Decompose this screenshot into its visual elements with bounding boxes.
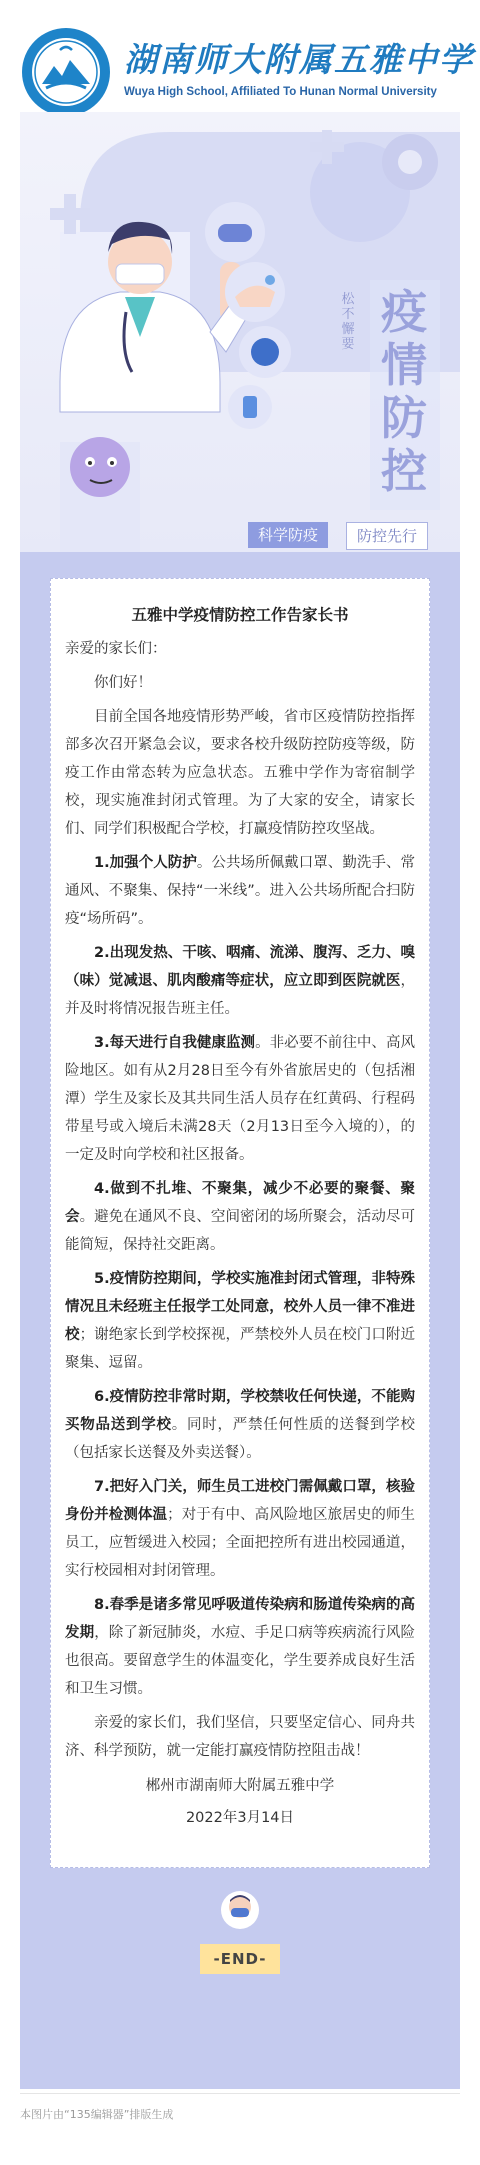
hand-washing-icon	[225, 262, 285, 322]
item-body: 。同时，严禁任何性质的送餐到学校（包括家长送餐及外卖送餐）。	[65, 1417, 415, 1461]
item-heading: 2.出现发热、干咳、咽痛、流涕、腹泻、乏力、嗅（味）觉减退、肌肉酸痛等症状，应立即到医院就医	[65, 945, 415, 989]
letter-signature: 郴州市湖南师大附属五雅中学	[145, 1778, 335, 1794]
item-heading: 3.每天进行自我健康监测	[94, 1035, 256, 1051]
item-heading: 7.把好入门关，师生员工进校门需佩戴口罩，核验身份并检测体温	[65, 1479, 415, 1523]
item-heading: 4.做到不扎堆、不聚集，减少不必要的聚餐、聚会	[65, 1181, 415, 1225]
letter-item	[65, 1383, 415, 1467]
letter-intro: 目前全国各地疫情形势严峻，省市区疫情防控指挥部多次召开紧急会议，要求各校升级防控防疫等级，防疫工作由常态转为应急状态。五雅中学作为寄宿制学校，现实施准封闭式管理。为了大家的安全，请家长们、同学们积极配合学校，打赢疫情防控攻坚战。	[65, 709, 415, 837]
letter-date: 2022年3月14日	[185, 1810, 295, 1826]
item-heading: 1.加强个人防护	[94, 855, 197, 871]
end-label: -END-	[200, 1944, 280, 1974]
letter-card	[50, 578, 430, 1868]
tag-science-prevention: 科学防疫	[248, 522, 328, 548]
letter-item	[65, 849, 415, 933]
mask-icon	[205, 202, 265, 262]
footer	[20, 2093, 460, 2134]
hero-slogan-small: 松不懈要	[341, 292, 355, 352]
item-heading: 5.疫情防控期间，学校实施准封闭式管理，非特殊情况且未经班主任报学工处同意，校外人员一律不准进校	[65, 1271, 415, 1343]
school-logo-icon	[20, 26, 112, 118]
item-body: 。避免在通风不良、空间密闭的场所聚会，活动尽可能简短，保持社交距离。	[65, 1209, 416, 1253]
virus-character-icon	[70, 437, 130, 497]
item-heading: 8.春季是诸多常见呼吸道传染病和肠道传染病的高发期	[65, 1597, 415, 1641]
footer-credit: 本图片由“135编辑器”排版生成	[20, 2108, 174, 2121]
item-heading: 6.疫情防控非常时期，学校禁收任何快递，不能购买物品送到学校	[65, 1389, 415, 1433]
letter-closing: 亲爱的家长们，我们坚信，只要坚定信心、同舟共济、科学预防，就一定能打赢疫情防控阻击战！	[65, 1715, 415, 1759]
letter-item	[65, 1029, 415, 1169]
mask-face-icon	[220, 1890, 260, 1930]
sanitizer-icon	[228, 385, 272, 429]
item-body: ，除了新冠肺炎，水痘、手足口病等疾病流行风险也很高。要留意学生的体温变化，学生要养成良好生活和卫生习惯。	[65, 1625, 416, 1697]
letter-item	[65, 1591, 415, 1703]
hero-title: 疫情防控	[381, 285, 427, 498]
item-body: ，并及时将情况报告班主任。	[65, 973, 415, 1017]
tag-prevention-first: 防控先行	[346, 522, 428, 550]
school-name: 湖南师大附属五雅中学	[124, 40, 474, 79]
letter-item	[65, 1175, 415, 1259]
letter-greeting: 亲爱的家长们：	[65, 641, 167, 657]
hero-banner	[20, 112, 460, 552]
letter-item	[65, 1265, 415, 1377]
item-body: ；谢绝家长到学校探视，严禁校外人员在校门口附近聚集、逗留。	[65, 1327, 416, 1371]
letter-panel	[20, 552, 460, 2089]
letter-hello: 你们好！	[94, 675, 152, 691]
letter-item	[65, 1473, 415, 1585]
header	[0, 0, 480, 112]
item-body: 。非必要不前往中、高风险地区。如有从2月28日至今有外省旅居史的（包括湘潭）学生及家长及其共同生活人员存在红黄码、行程码带星号或入境后未满28天（2月13日至今入境的），的一定及时向学校和社区报备。	[65, 1035, 416, 1163]
item-body: 。公共场所佩戴口罩、勤洗手、常通风、不聚集、保持“一米线”。进入公共场所配合扫防疫“场所码”。	[65, 855, 415, 927]
school-english-name: Wuya High School, Affiliated To Hunan Normal University	[124, 86, 437, 98]
item-body: ；对于有中、高风险地区旅居史的师生员工，应暂缓进入校园；全面把控所有进出校园通道，实行校园相对封闭管理。	[65, 1507, 415, 1579]
letter-title: 五雅中学疫情防控工作告家长书	[131, 606, 349, 624]
letter-item	[65, 939, 415, 1023]
virus-cloud-icon	[239, 326, 291, 378]
